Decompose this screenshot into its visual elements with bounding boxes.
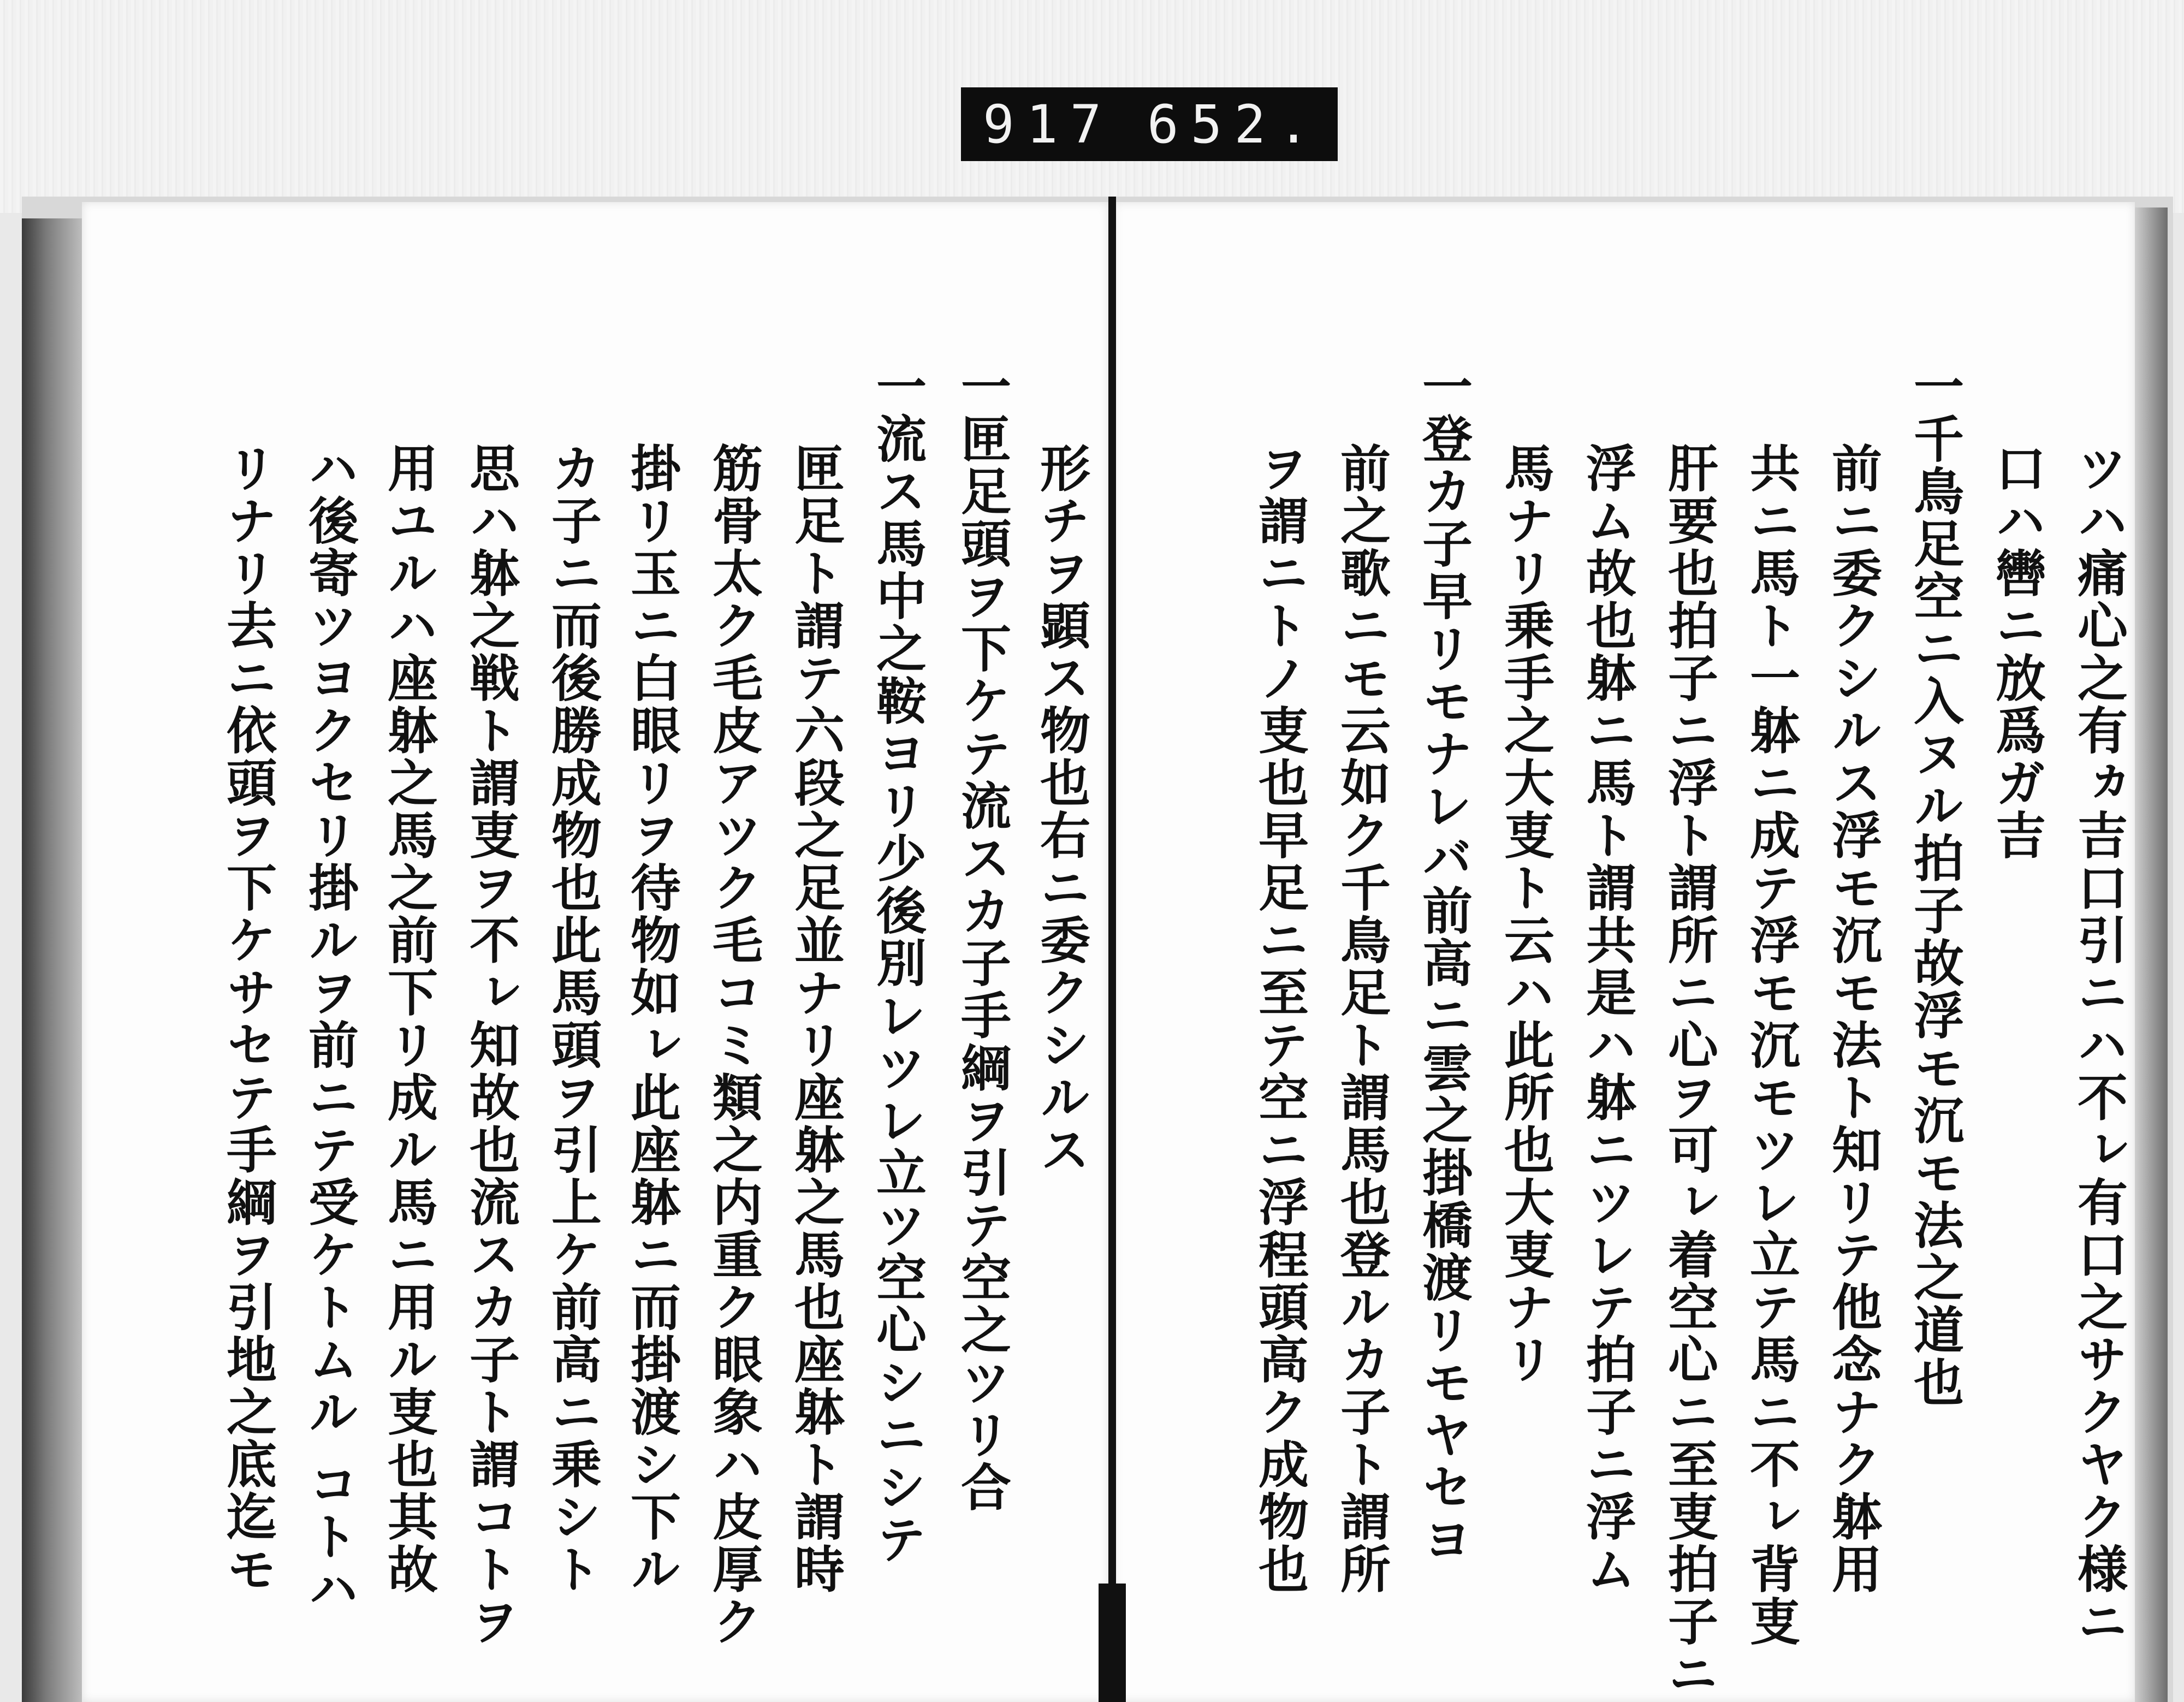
- right-page-column-6: 肝要也拍子ニ浮ト謂所ニ心ヲ可ㇾ着空心ニ至叓拍子ニ: [1660, 442, 1719, 1700]
- left-page-column-11: リナリ去ニ依頭ヲ下ケサセテ手綱ヲ引地之底迄モ: [218, 442, 277, 1596]
- right-page-column-3: 一千鳥足空ニ入ヌル拍子故浮モ沉モ法之道也: [1906, 360, 1965, 1409]
- left-page-column-9: 用ユルハ座躰之馬之前下リ成ル馬ニ用ル叓也其故: [379, 442, 438, 1596]
- book-gutter: [1108, 197, 1116, 1702]
- left-page-column-10: ハ後寄ツヨクセリ掛ルヲ前ニテ受ケトムル コトハ: [300, 442, 359, 1616]
- book-gutter-shadow: [1099, 1584, 1126, 1702]
- left-page-column-2: 一匣足頭ヲ下ケテ流スカ子手綱ヲ引テ空之ツリ合: [953, 360, 1012, 1514]
- right-page: [1114, 202, 2135, 1702]
- book-edge-right: [2135, 207, 2168, 1702]
- catalog-number-right: 652.: [1147, 93, 1321, 155]
- left-page-column-7: カ子ニ而後勝成物也此馬頭ヲ引上ケ前高ニ乗シト: [543, 442, 602, 1596]
- right-page-column-4: 前ニ委クシルス浮モ沉モ法ト知リテ他念ナク躰用: [1824, 442, 1883, 1596]
- right-page-column-7: 浮ム故也躰ニ馬ト謂共是ハ躰ニツレテ拍子ニ浮ム: [1578, 442, 1637, 1596]
- right-page-column-10: 前之歌ニモ云如ク千鳥足ト謂馬也登ルカ子ト謂所: [1332, 442, 1391, 1596]
- right-page-column-1: ツハ痛心之有ヵ吉口引ニハ不ㇾ有口之サクヤク様ニ: [2069, 442, 2128, 1648]
- right-page-column-2: 口ハ轡ニ放爲ガ吉: [1987, 442, 2046, 862]
- right-page-column-9: 一登カ子早リモナレバ前高ニ雲之掛橋渡リモヤセヨ: [1414, 360, 1473, 1566]
- left-page-column-1: 形チヲ顕ス物也右ニ委クシルス: [1032, 442, 1091, 1176]
- left-page: [82, 202, 1108, 1702]
- open-book: [22, 197, 2173, 1702]
- left-page-column-8: 思ハ躰之戦ト謂叓ヲ不ㇾ知故也流スカ子ト謂コトヲ: [461, 442, 520, 1648]
- right-page-column-5: 共ニ馬ト一躰ニ成テ浮モ沉モツレ立テ馬ニ不ㇾ背叓: [1742, 442, 1801, 1648]
- left-page-column-3: 一流ス馬中之鞍ヨリ少後別レツレ立ツ空心シニシテ: [868, 360, 927, 1566]
- left-page-column-4: 匣足ト謂テ六段之足並ナリ座躰之馬也座躰ト謂時: [786, 442, 845, 1596]
- left-page-column-6: 掛リ玉ニ白眼リヲ待物如ㇾ此座躰ニ而掛渡シ下ル: [622, 442, 681, 1596]
- book-edge-left: [22, 218, 82, 1702]
- left-page-column-5: 筋骨太ク毛皮アツク毛コミ類之内重ク眼象ハ皮厚ク: [704, 442, 763, 1648]
- catalog-number-left: 917: [983, 93, 1114, 155]
- catalog-number-label: [961, 87, 1338, 161]
- right-page-column-8: 馬ナリ乗手之大叓ト云ハ此所也大叓ナリ: [1496, 442, 1555, 1386]
- right-page-column-11: ヲ謂ニトノ叓也早足ニ至テ空ニ浮程頭高ク成物也: [1250, 442, 1309, 1596]
